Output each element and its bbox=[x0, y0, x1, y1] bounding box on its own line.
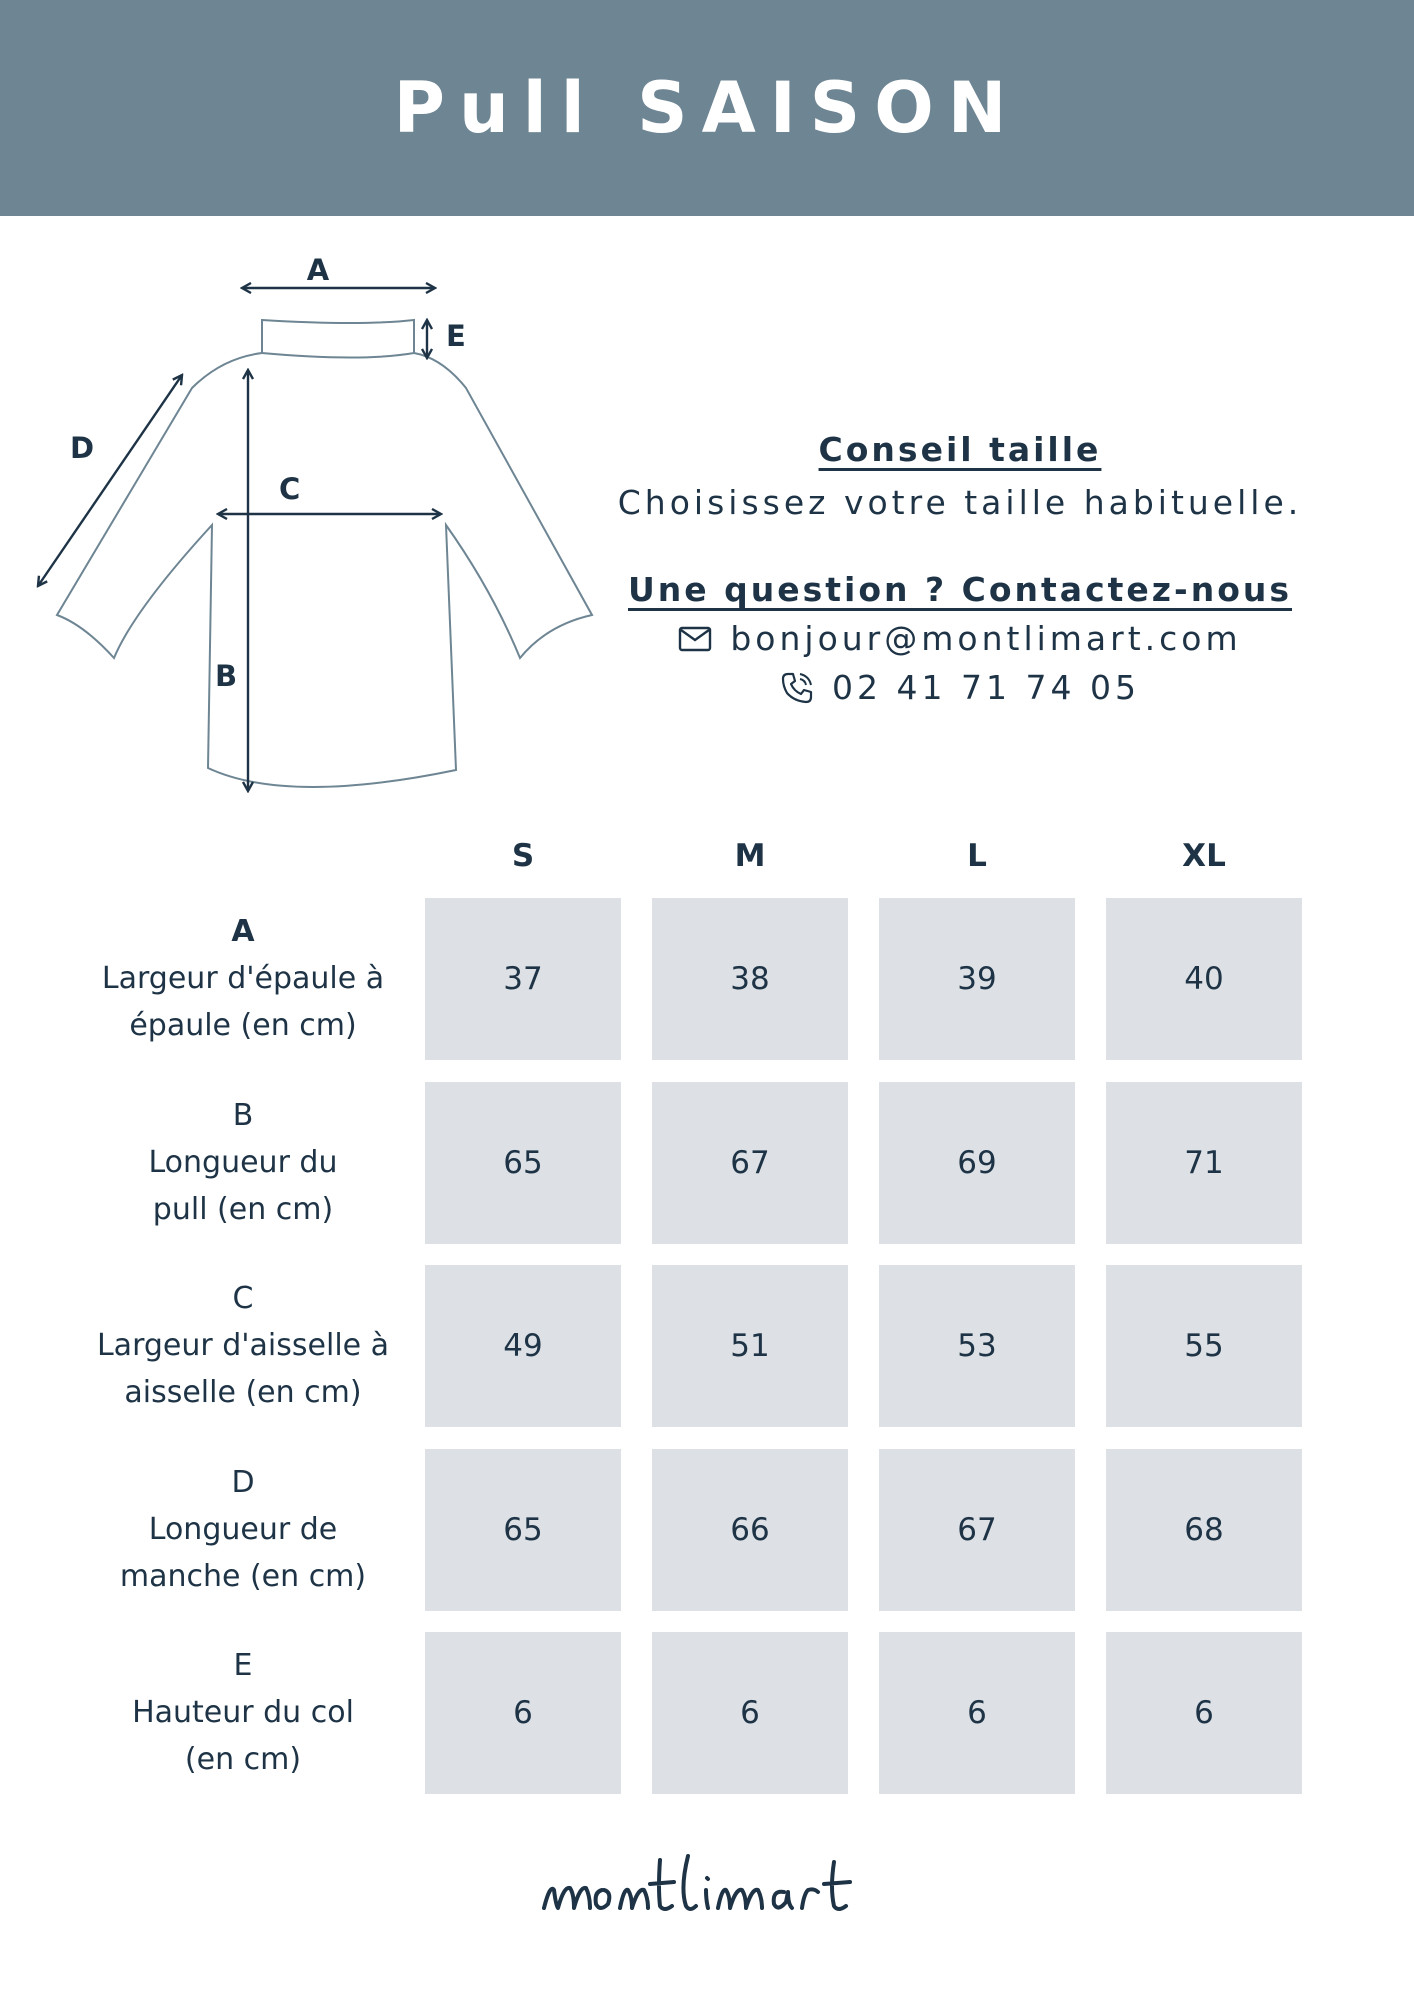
row-label-d bbox=[60, 1459, 426, 1600]
table-cell: 53 bbox=[879, 1265, 1075, 1427]
table-cell: 71 bbox=[1106, 1082, 1302, 1244]
size-header-l: L bbox=[967, 838, 987, 874]
dimension-d-label: D bbox=[70, 431, 95, 465]
table-cell: 55 bbox=[1106, 1265, 1302, 1427]
envelope-icon bbox=[678, 626, 712, 652]
row-letter: E bbox=[233, 1648, 253, 1683]
row-label-a bbox=[60, 908, 426, 1049]
email-line bbox=[600, 619, 1320, 658]
sweater-diagram bbox=[22, 240, 602, 820]
advice-heading: Conseil taille bbox=[818, 430, 1102, 469]
table-cell: 51 bbox=[652, 1265, 848, 1427]
table-cell: 67 bbox=[879, 1449, 1075, 1611]
table-cell: 65 bbox=[425, 1449, 621, 1611]
row-label-e bbox=[60, 1642, 426, 1783]
table-cell: 6 bbox=[425, 1632, 621, 1794]
size-header-m: M bbox=[734, 838, 766, 874]
table-cell: 37 bbox=[425, 898, 621, 1060]
table-cell: 69 bbox=[879, 1082, 1075, 1244]
table-cell: 6 bbox=[1106, 1632, 1302, 1794]
phone-link[interactable]: 02 41 71 74 05 bbox=[832, 668, 1140, 707]
info-block bbox=[600, 430, 1320, 707]
row-description: Longueur de manche (en cm) bbox=[119, 1512, 367, 1594]
row-label-c bbox=[60, 1275, 426, 1416]
dimension-c-label: C bbox=[279, 472, 301, 506]
table-cell: 67 bbox=[652, 1082, 848, 1244]
table-cell: 40 bbox=[1106, 898, 1302, 1060]
row-letter: D bbox=[231, 1465, 255, 1500]
row-letter: A bbox=[231, 914, 255, 949]
size-header-xl: XL bbox=[1182, 838, 1226, 874]
dimension-e-label: E bbox=[446, 319, 466, 353]
table-cell: 6 bbox=[652, 1632, 848, 1794]
table-cell: 38 bbox=[652, 898, 848, 1060]
page-title: Pull SAISON bbox=[393, 67, 1021, 149]
contact-heading: Une question ? Contactez-nous bbox=[627, 570, 1293, 609]
table-cell: 68 bbox=[1106, 1449, 1302, 1611]
row-description: Largeur d'aisselle à aisselle (en cm) bbox=[96, 1328, 390, 1410]
dimension-b-label: B bbox=[215, 659, 238, 693]
dimension-d-arrow bbox=[38, 375, 182, 586]
table-cell: 49 bbox=[425, 1265, 621, 1427]
table-cell: 66 bbox=[652, 1449, 848, 1611]
header-banner bbox=[0, 0, 1414, 216]
phone-line bbox=[600, 668, 1320, 707]
row-letter: C bbox=[232, 1281, 254, 1316]
dimension-a-label: A bbox=[306, 253, 330, 287]
row-description: Longueur du pull (en cm) bbox=[148, 1145, 338, 1227]
row-description: Hauteur du col (en cm) bbox=[132, 1695, 354, 1777]
montlimart-logo bbox=[540, 1848, 880, 1928]
phone-icon bbox=[780, 671, 814, 705]
advice-text: Choisissez votre taille habituelle. bbox=[617, 483, 1303, 522]
row-letter: B bbox=[232, 1098, 254, 1133]
size-header-s: S bbox=[511, 838, 535, 874]
table-cell: 6 bbox=[879, 1632, 1075, 1794]
email-link[interactable]: bonjour@montlimart.com bbox=[730, 619, 1242, 658]
row-label-b bbox=[60, 1092, 426, 1233]
row-description: Largeur d'épaule à épaule (en cm) bbox=[101, 961, 385, 1043]
table-cell: 39 bbox=[879, 898, 1075, 1060]
table-cell: 65 bbox=[425, 1082, 621, 1244]
